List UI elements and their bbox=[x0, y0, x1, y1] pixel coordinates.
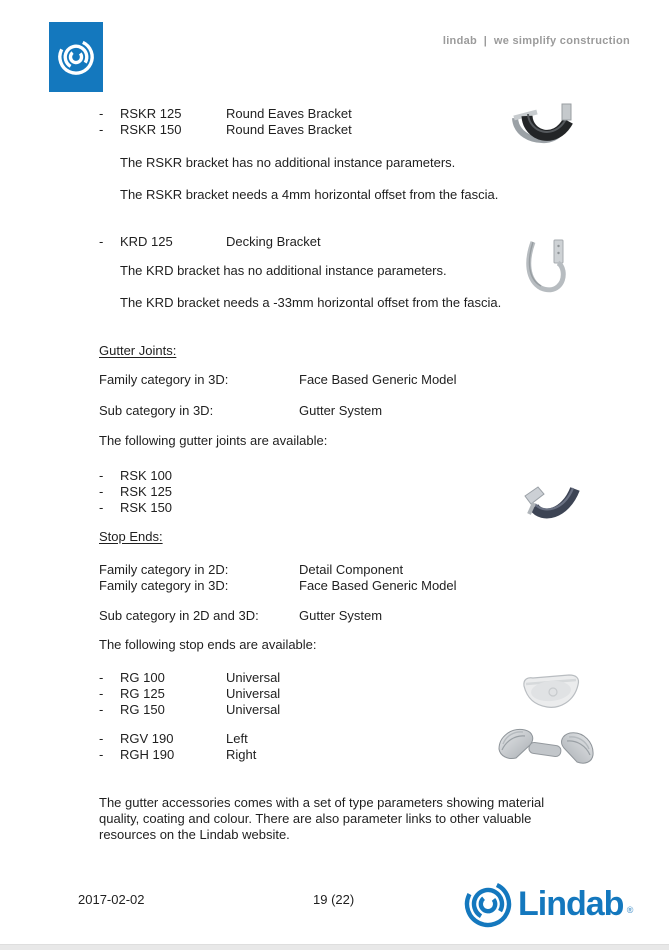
product-desc: Left bbox=[226, 731, 248, 746]
table-row bbox=[99, 702, 280, 718]
table-row bbox=[99, 731, 256, 747]
section-heading-gutter-joints: Gutter Joints: bbox=[99, 343, 177, 358]
page-number: 19 (22) bbox=[313, 892, 355, 907]
kv-row bbox=[99, 562, 457, 578]
product-code: RSKR 125 bbox=[120, 106, 182, 121]
table-row bbox=[99, 122, 352, 138]
paragraph-line: quality, coating and colour. There are also parameter links to other valuable bbox=[99, 811, 532, 826]
page-bottom-band bbox=[0, 944, 669, 950]
paragraph-line: resources on the Lindab website. bbox=[99, 827, 290, 842]
rskr-note-parameters: The RSKR bracket has no additional instance parameters. bbox=[120, 155, 456, 170]
list-bullet: - bbox=[99, 731, 104, 746]
krd-list bbox=[99, 234, 321, 250]
product-code: RGV 190 bbox=[120, 731, 174, 746]
table-row bbox=[99, 686, 280, 702]
krd-note-offset: The KRD bracket needs a -33mm horizontal offset from the fascia. bbox=[120, 295, 502, 310]
kv-value: Face Based Generic Model bbox=[299, 578, 457, 593]
product-desc: Universal bbox=[226, 670, 281, 685]
kv-key: Family category in 3D: bbox=[99, 578, 229, 593]
list-bullet: - bbox=[99, 484, 104, 499]
stop-ends-kv-group bbox=[99, 562, 457, 594]
lindab-footer-logo bbox=[462, 878, 633, 930]
rsk-list bbox=[99, 468, 226, 516]
list-bullet: - bbox=[99, 500, 104, 515]
kv-key: Sub category in 3D: bbox=[99, 403, 214, 418]
rgv-rgh-stopend-image bbox=[497, 724, 595, 774]
lindab-spiral-icon bbox=[56, 37, 96, 77]
kv-key: Family category in 3D: bbox=[99, 372, 229, 387]
list-bullet: - bbox=[99, 234, 104, 249]
kv-key: Sub category in 2D and 3D: bbox=[99, 608, 259, 623]
product-desc: Universal bbox=[226, 702, 281, 717]
kv-row bbox=[99, 578, 457, 594]
gutter-joints-intro: The following gutter joints are available: bbox=[99, 433, 328, 448]
krd-bracket-image bbox=[520, 237, 566, 297]
product-code: RSKR 150 bbox=[120, 122, 182, 137]
table-row bbox=[99, 670, 280, 686]
product-code: RG 125 bbox=[120, 686, 165, 701]
product-desc: Decking Bracket bbox=[226, 234, 321, 249]
footer-date: 2017-02-02 bbox=[78, 892, 145, 907]
rg-stopend-image bbox=[518, 673, 584, 713]
kv-value: Gutter System bbox=[299, 403, 383, 418]
rsk-joint-image bbox=[522, 478, 580, 522]
kv-row bbox=[99, 608, 382, 624]
product-code: RSK 125 bbox=[120, 484, 173, 499]
stop-ends-intro: The following stop ends are available: bbox=[99, 637, 317, 652]
kv-value: Face Based Generic Model bbox=[299, 372, 457, 387]
kv-row bbox=[99, 403, 382, 419]
table-row bbox=[99, 234, 321, 250]
product-code: RG 150 bbox=[120, 702, 165, 717]
rskr-list bbox=[99, 106, 352, 138]
list-bullet: - bbox=[99, 702, 104, 717]
product-code: RSK 100 bbox=[120, 468, 173, 483]
product-code: KRD 125 bbox=[120, 234, 173, 249]
rskr-note-offset: The RSKR bracket needs a 4mm horizontal offset from the fascia. bbox=[120, 187, 499, 202]
kv-key: Family category in 2D: bbox=[99, 562, 229, 577]
krd-note-parameters: The KRD bracket has no additional instance parameters. bbox=[120, 263, 447, 278]
rg-list bbox=[99, 670, 280, 718]
table-row bbox=[99, 106, 352, 122]
product-desc: Round Eaves Bracket bbox=[226, 106, 352, 121]
kv-value: Detail Component bbox=[299, 562, 404, 577]
kv-value: Gutter System bbox=[299, 608, 383, 623]
closing-paragraph bbox=[99, 795, 544, 843]
product-desc: Right bbox=[226, 747, 257, 762]
list-bullet: - bbox=[99, 106, 104, 121]
rskr-bracket-image bbox=[510, 103, 582, 153]
registered-trademark-icon: ® bbox=[626, 905, 633, 915]
header-tagline: lindab | we simplify construction bbox=[442, 35, 630, 47]
table-row bbox=[99, 500, 226, 516]
lindab-logo-box bbox=[49, 22, 103, 92]
product-desc: Universal bbox=[226, 686, 281, 701]
product-code: RG 100 bbox=[120, 670, 165, 685]
product-code: RSK 150 bbox=[120, 500, 173, 515]
list-bullet: - bbox=[99, 122, 104, 137]
list-bullet: - bbox=[99, 747, 104, 762]
table-row bbox=[99, 484, 226, 500]
list-bullet: - bbox=[99, 670, 104, 685]
table-row bbox=[99, 747, 256, 763]
product-desc: Round Eaves Bracket bbox=[226, 122, 352, 137]
paragraph-line: The gutter accessories comes with a set of type parameters showing material bbox=[99, 795, 545, 810]
list-bullet: - bbox=[99, 468, 104, 483]
rgvh-list bbox=[99, 731, 256, 763]
section-heading-stop-ends: Stop Ends: bbox=[99, 529, 163, 544]
kv-row bbox=[99, 372, 457, 388]
lindab-wordmark-text: Lindab bbox=[518, 885, 624, 923]
product-code: RGH 190 bbox=[120, 747, 175, 762]
table-row bbox=[99, 468, 226, 484]
list-bullet: - bbox=[99, 686, 104, 701]
lindab-spiral-icon bbox=[462, 878, 514, 930]
lindab-wordmark bbox=[518, 878, 633, 930]
